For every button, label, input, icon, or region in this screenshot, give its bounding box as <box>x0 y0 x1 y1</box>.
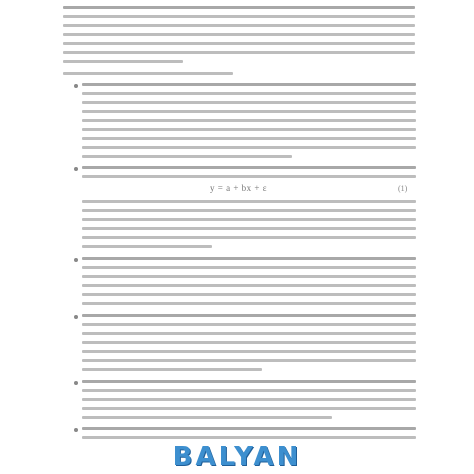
list-bullet <box>74 84 78 88</box>
text-line <box>82 137 416 140</box>
text-line <box>82 155 292 158</box>
list-bullet <box>74 167 78 171</box>
text-line <box>82 416 332 419</box>
text-line <box>82 166 416 169</box>
text-line <box>82 175 416 178</box>
text-line <box>82 245 212 248</box>
list-bullet <box>74 381 78 385</box>
text-line <box>82 266 416 269</box>
text-line <box>82 293 416 296</box>
text-line <box>82 407 416 410</box>
text-line <box>63 51 415 54</box>
text-line <box>82 427 416 430</box>
text-line <box>82 341 416 344</box>
text-line <box>63 72 233 75</box>
text-line <box>82 398 416 401</box>
list-bullet <box>74 315 78 319</box>
equation-number: (1) <box>398 184 408 193</box>
text-line <box>63 60 183 63</box>
text-line <box>82 110 416 113</box>
list-bullet <box>74 258 78 262</box>
text-line <box>82 92 416 95</box>
text-line <box>82 200 416 203</box>
text-line <box>82 218 416 221</box>
text-line <box>82 302 416 305</box>
text-line <box>82 119 416 122</box>
text-line <box>63 15 415 18</box>
text-line <box>63 42 415 45</box>
watermark-logo <box>150 442 324 472</box>
text-line <box>82 236 416 239</box>
text-line <box>82 275 416 278</box>
text-line <box>82 314 416 317</box>
text-line <box>82 436 416 439</box>
list-bullet <box>74 428 78 432</box>
text-line <box>82 389 416 392</box>
text-line <box>82 227 416 230</box>
text-line <box>63 6 415 9</box>
text-line <box>82 284 416 287</box>
text-line <box>82 380 416 383</box>
watermark-text: BALYAN <box>172 442 302 472</box>
text-line <box>82 323 416 326</box>
text-line <box>82 146 416 149</box>
text-line <box>82 101 416 104</box>
text-line <box>82 332 416 335</box>
text-line <box>82 209 416 212</box>
text-line <box>82 350 416 353</box>
text-line <box>82 83 416 86</box>
text-line <box>82 359 416 362</box>
text-line <box>82 128 416 131</box>
text-line <box>63 33 415 36</box>
equation: y = a + bx + ε <box>210 183 268 193</box>
text-line <box>63 24 415 27</box>
text-line <box>82 257 416 260</box>
text-line <box>82 368 262 371</box>
